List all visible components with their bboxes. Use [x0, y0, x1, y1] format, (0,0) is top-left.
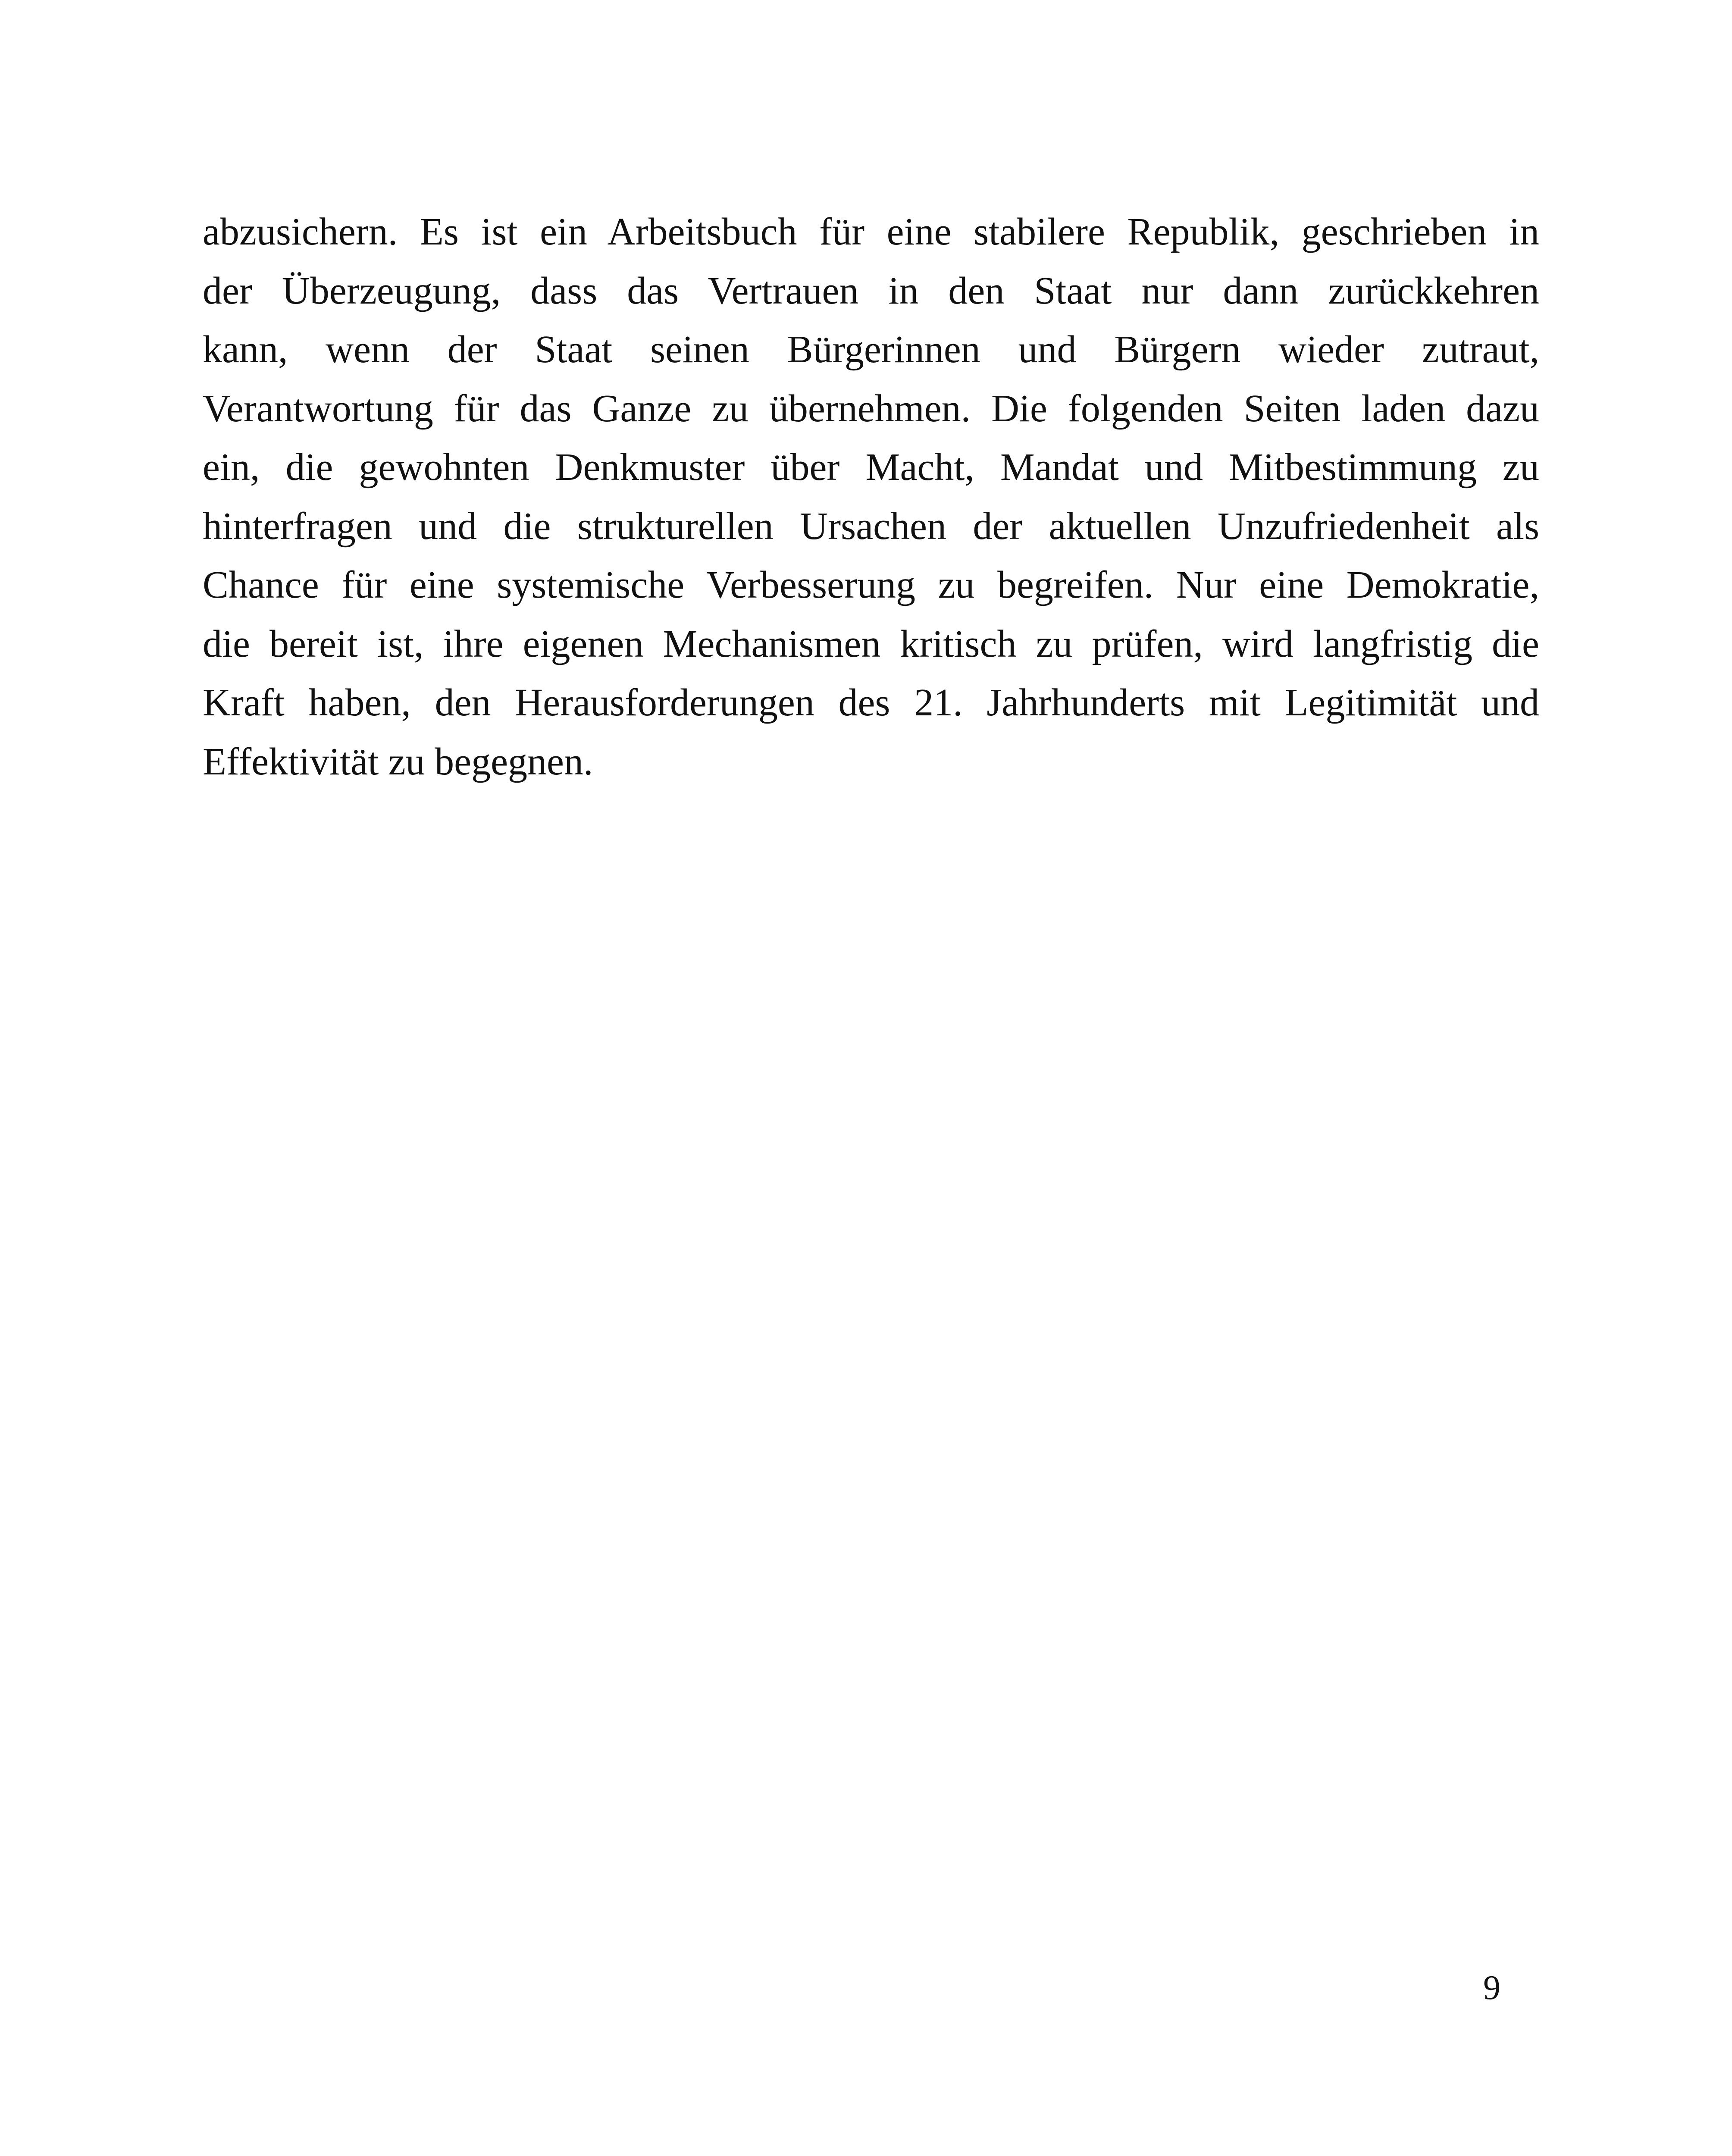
page-number: 9 — [1483, 1969, 1500, 2007]
text-line: Kraft haben, den Herausforderungen des 21. Jahrhunderts mit Legitimität und — [203, 681, 1539, 724]
text-line: die bereit ist, ihre eigenen Mechanismen kritisch zu prüfen, wird langfristig die — [203, 622, 1539, 665]
text-line: kann, wenn der Staat seinen Bürgerinnen und Bürgern wieder zutraut, — [203, 328, 1539, 371]
text-line: ein, die gewohnten Denkmuster über Macht, Mandat und Mitbestimmung zu — [203, 446, 1539, 489]
text-line: Verantwortung für das Ganze zu übernehmen. Die folgenden Seiten laden dazu — [203, 387, 1539, 430]
text-line: Chance für eine systemische Verbesserung zu begreifen. Nur eine Demokratie, — [203, 564, 1539, 606]
text-line: hinterfragen und die strukturellen Ursachen der aktuellen Unzufriedenheit als — [203, 505, 1539, 548]
text-line: abzusichern. Es ist ein Arbeitsbuch für eine stabilere Republik, geschrieben in — [203, 210, 1539, 253]
body-paragraph — [203, 203, 1539, 791]
text-line: der Überzeugung, dass das Vertrauen in den Staat nur dann zurückkehren — [203, 269, 1539, 312]
text-line-last: Effektivität zu begegnen. — [203, 740, 593, 783]
